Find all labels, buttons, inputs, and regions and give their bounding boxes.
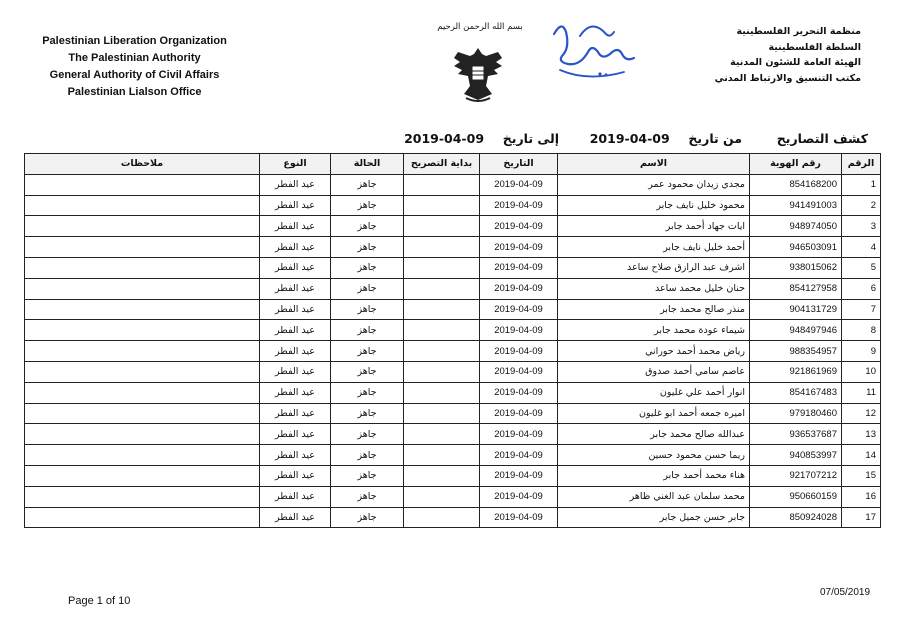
- person-name: ريما حسن محمود حسين: [558, 445, 750, 466]
- permit-start: [404, 361, 480, 382]
- notes-cell: [25, 424, 260, 445]
- permit-date: 2019-04-09: [480, 278, 558, 299]
- permit-type: عيد الفطر: [260, 257, 331, 278]
- permit-start: [404, 486, 480, 507]
- permit-status: جاهز: [331, 424, 404, 445]
- person-name: مجدي زيدان محمود عمر: [558, 174, 750, 195]
- permit-status: جاهز: [331, 320, 404, 341]
- column-header: الرقم: [842, 154, 881, 175]
- table-row: [25, 237, 881, 258]
- english-header-line: The Palestinian Authority: [68, 52, 201, 64]
- permit-status: جاهز: [331, 195, 404, 216]
- permit-type: عيد الفطر: [260, 237, 331, 258]
- permit-type: عيد الفطر: [260, 341, 331, 362]
- notes-cell: [25, 465, 260, 486]
- table-row: [25, 361, 881, 382]
- person-name: أحمد خليل نايف جابر: [558, 237, 750, 258]
- table-row: [25, 507, 881, 528]
- permit-start: [404, 257, 480, 278]
- eagle-emblem-icon: [450, 42, 506, 104]
- permit-date: 2019-04-09: [480, 486, 558, 507]
- table-row: [25, 195, 881, 216]
- permit-type: عيد الفطر: [260, 465, 331, 486]
- row-number: 6: [842, 278, 881, 299]
- id-number: 854168200: [750, 174, 842, 195]
- arabic-header-line: مكتب التنسيق والارتباط المدني: [714, 72, 861, 84]
- permit-status: جاهز: [331, 341, 404, 362]
- column-header: الاسم: [558, 154, 750, 175]
- english-header: [22, 33, 247, 101]
- english-header-line: Palestinian Lialson Office: [67, 86, 202, 98]
- table-row: [25, 216, 881, 237]
- notes-cell: [25, 257, 260, 278]
- person-name: انوار أحمد علي غليون: [558, 382, 750, 403]
- permit-date: 2019-04-09: [480, 257, 558, 278]
- permit-start: [404, 216, 480, 237]
- row-number: 3: [842, 216, 881, 237]
- row-number: 10: [842, 361, 881, 382]
- permit-start: [404, 237, 480, 258]
- row-number: 8: [842, 320, 881, 341]
- from-date: 2019-04-09: [589, 131, 670, 146]
- permit-status: جاهز: [331, 278, 404, 299]
- row-number: 7: [842, 299, 881, 320]
- table-row: [25, 465, 881, 486]
- english-header-line: Palestinian Liberation Organization: [42, 35, 227, 47]
- table-row: [25, 174, 881, 195]
- id-number: 854127958: [750, 278, 842, 299]
- id-number: 936537687: [750, 424, 842, 445]
- table-row: [25, 278, 881, 299]
- notes-cell: [25, 216, 260, 237]
- person-name: محمد سلمان عبد الغني ظاهر: [558, 486, 750, 507]
- permit-start: [404, 174, 480, 195]
- row-number: 5: [842, 257, 881, 278]
- row-number: 4: [842, 237, 881, 258]
- permit-status: جاهز: [331, 216, 404, 237]
- row-number: 16: [842, 486, 881, 507]
- person-name: حنان خليل محمد ساعد: [558, 278, 750, 299]
- permit-status: جاهز: [331, 382, 404, 403]
- person-name: شيماء عودة محمد جابر: [558, 320, 750, 341]
- permit-type: عيد الفطر: [260, 195, 331, 216]
- notes-cell: [25, 361, 260, 382]
- print-date: 07/05/2019: [820, 587, 871, 598]
- row-number: 11: [842, 382, 881, 403]
- permit-date: 2019-04-09: [480, 237, 558, 258]
- permit-date: 2019-04-09: [480, 195, 558, 216]
- permit-type: عيد الفطر: [260, 278, 331, 299]
- permit-date: 2019-04-09: [480, 216, 558, 237]
- id-number: 948497946: [750, 320, 842, 341]
- permit-start: [404, 465, 480, 486]
- permit-date: 2019-04-09: [480, 424, 558, 445]
- permit-date: 2019-04-09: [480, 403, 558, 424]
- column-header: الحالة: [331, 154, 404, 175]
- english-header-line: General Authority of Civil Affairs: [49, 69, 220, 81]
- column-header: النوع: [260, 154, 331, 175]
- permit-date: 2019-04-09: [480, 320, 558, 341]
- id-number: 938015062: [750, 257, 842, 278]
- permit-type: عيد الفطر: [260, 382, 331, 403]
- permit-status: جاهز: [331, 257, 404, 278]
- id-number: 904131729: [750, 299, 842, 320]
- person-name: عبدالله صالح محمد جابر: [558, 424, 750, 445]
- permit-status: جاهز: [331, 174, 404, 195]
- notes-cell: [25, 382, 260, 403]
- row-number: 13: [842, 424, 881, 445]
- id-number: 950660159: [750, 486, 842, 507]
- permit-type: عيد الفطر: [260, 424, 331, 445]
- row-number: 12: [842, 403, 881, 424]
- notes-cell: [25, 299, 260, 320]
- permit-start: [404, 424, 480, 445]
- table-row: [25, 257, 881, 278]
- id-number: 948974050: [750, 216, 842, 237]
- notes-cell: [25, 278, 260, 299]
- row-number: 2: [842, 195, 881, 216]
- id-number: 921707212: [750, 465, 842, 486]
- notes-cell: [25, 237, 260, 258]
- permit-type: عيد الفطر: [260, 299, 331, 320]
- person-name: ايات جهاد أحمد جابر: [558, 216, 750, 237]
- permit-date: 2019-04-09: [480, 507, 558, 528]
- permit-start: [404, 278, 480, 299]
- id-number: 854167483: [750, 382, 842, 403]
- permit-status: جاهز: [331, 445, 404, 466]
- permit-type: عيد الفطر: [260, 174, 331, 195]
- notes-cell: [25, 486, 260, 507]
- permit-type: عيد الفطر: [260, 320, 331, 341]
- permit-date: 2019-04-09: [480, 465, 558, 486]
- table-row: [25, 486, 881, 507]
- permit-status: جاهز: [331, 237, 404, 258]
- table-row: [25, 445, 881, 466]
- row-number: 14: [842, 445, 881, 466]
- row-number: 15: [842, 465, 881, 486]
- permit-status: جاهز: [331, 299, 404, 320]
- permit-start: [404, 299, 480, 320]
- notes-cell: [25, 507, 260, 528]
- notes-cell: [25, 403, 260, 424]
- permit-type: عيد الفطر: [260, 486, 331, 507]
- person-name: هناء محمد أحمد جابر: [558, 465, 750, 486]
- arabic-header-line: السلطة الفلسطينية: [768, 41, 861, 53]
- permit-date: 2019-04-09: [480, 174, 558, 195]
- permit-start: [404, 403, 480, 424]
- from-date-label: من تاريخ: [688, 131, 743, 146]
- permit-date: 2019-04-09: [480, 445, 558, 466]
- table-row: [25, 403, 881, 424]
- row-number: 1: [842, 174, 881, 195]
- permit-status: جاهز: [331, 465, 404, 486]
- notes-cell: [25, 195, 260, 216]
- id-number: 946503091: [750, 237, 842, 258]
- permit-date: 2019-04-09: [480, 361, 558, 382]
- id-number: 940853997: [750, 445, 842, 466]
- report-title: [404, 131, 868, 146]
- column-header: التاريخ: [480, 154, 558, 175]
- report-title-label: كشف التصاريح: [776, 131, 868, 146]
- page-number: Page 1 of 10: [68, 595, 131, 607]
- permit-date: 2019-04-09: [480, 382, 558, 403]
- permit-type: عيد الفطر: [260, 216, 331, 237]
- table-row: [25, 299, 881, 320]
- id-number: 988354957: [750, 341, 842, 362]
- handwritten-signature: [540, 8, 650, 88]
- row-number: 9: [842, 341, 881, 362]
- person-name: جابر حسن جميل جابر: [558, 507, 750, 528]
- permit-start: [404, 507, 480, 528]
- permit-type: عيد الفطر: [260, 361, 331, 382]
- table-row: [25, 382, 881, 403]
- permit-status: جاهز: [331, 403, 404, 424]
- permit-date: 2019-04-09: [480, 341, 558, 362]
- permit-type: عيد الفطر: [260, 445, 331, 466]
- id-number: 979180460: [750, 403, 842, 424]
- person-name: اميره جمعه أحمد ابو غليون: [558, 403, 750, 424]
- row-number: 17: [842, 507, 881, 528]
- arabic-header-line: منظمة التحرير الفلسطينية: [736, 26, 861, 37]
- id-number: 941491003: [750, 195, 842, 216]
- permit-start: [404, 341, 480, 362]
- table-header-row: [25, 154, 881, 175]
- permit-start: [404, 195, 480, 216]
- permit-status: جاهز: [331, 361, 404, 382]
- person-name: اشرف عبد الرازق صلاح ساعد: [558, 257, 750, 278]
- basmala: بسم الله الرحمن الرحيم: [437, 22, 523, 32]
- id-number: 850924028: [750, 507, 842, 528]
- permit-start: [404, 320, 480, 341]
- permits-table: [24, 153, 881, 528]
- arabic-header: [671, 24, 861, 86]
- person-name: منذر صالح محمد جابر: [558, 299, 750, 320]
- to-date: 2019-04-09: [404, 131, 485, 146]
- column-header: بداية التصريح: [404, 154, 480, 175]
- id-number: 921861969: [750, 361, 842, 382]
- permit-start: [404, 445, 480, 466]
- permit-start: [404, 382, 480, 403]
- permit-date: 2019-04-09: [480, 299, 558, 320]
- person-name: محمود خليل نايف جابر: [558, 195, 750, 216]
- notes-cell: [25, 174, 260, 195]
- notes-cell: [25, 341, 260, 362]
- column-header: رقم الهوية: [750, 154, 842, 175]
- notes-cell: [25, 320, 260, 341]
- column-header: ملاحظات: [25, 154, 260, 175]
- notes-cell: [25, 445, 260, 466]
- arabic-header-line: الهيئة العامة للشئون المدنية: [730, 57, 861, 68]
- person-name: رياض محمد أحمد حوراني: [558, 341, 750, 362]
- permit-type: عيد الفطر: [260, 507, 331, 528]
- permit-status: جاهز: [331, 507, 404, 528]
- table-row: [25, 341, 881, 362]
- person-name: عاصم سامي أحمد صدوق: [558, 361, 750, 382]
- to-date-label: إلى تاريخ: [502, 131, 560, 146]
- table-row: [25, 424, 881, 445]
- table-row: [25, 320, 881, 341]
- permit-status: جاهز: [331, 486, 404, 507]
- permit-type: عيد الفطر: [260, 403, 331, 424]
